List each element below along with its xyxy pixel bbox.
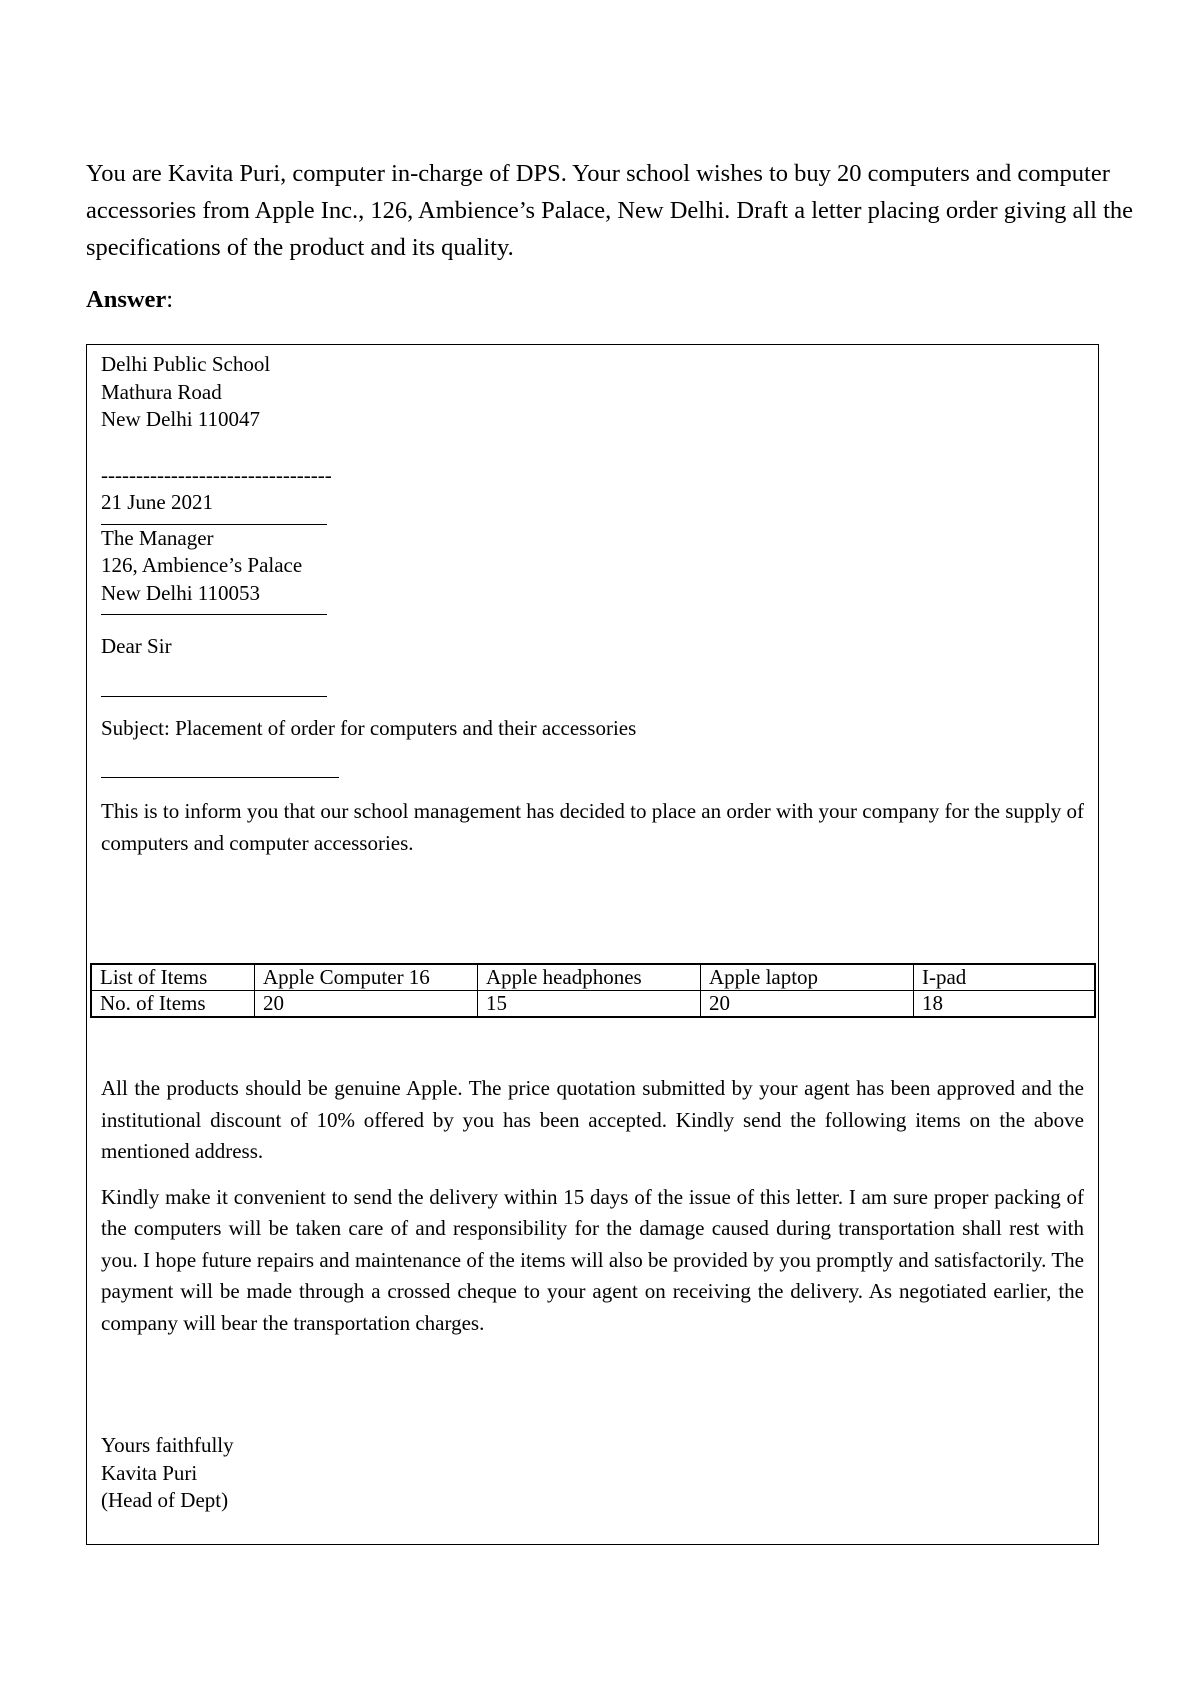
body-paragraph-1: All the products should be genuine Apple. The price quotation submitted by your agent has been approved and the institutional discount of 10% offered by you has been accepted. Kindly send the following items on the above mentioned address. (101, 1076, 1084, 1163)
letter-top (101, 351, 1084, 859)
intro-paragraph: This is to inform you that our school management has decided to place an order with your company for the supply of computers and computer accessories. (101, 799, 1084, 855)
salutation: Dear Sir (101, 634, 172, 658)
answer-heading (86, 286, 173, 314)
letter-closing (101, 1432, 1084, 1515)
table-cell: 15 (478, 991, 701, 1018)
table-cell: Apple Computer 16 (255, 964, 478, 991)
table-cell: Apple headphones (478, 964, 701, 991)
table-cell: I-pad (914, 964, 1096, 991)
recipient-line-1: The Manager (101, 525, 214, 550)
closing-line-1: Yours faithfully (101, 1433, 234, 1457)
sender-line-3: New Delhi 110047 (101, 407, 261, 431)
sender-line-2: Mathura Road (101, 379, 222, 404)
table-cell: List of Items (91, 964, 255, 991)
question-text: You are Kavita Puri, computer in-charge of DPS. Your school wishes to buy 20 computers and computer accessories from Apple Inc., 126, Ambience’s Palace, New Delhi. Draft a letter placing order giving all the specifications of the product and its quality. (86, 160, 1134, 261)
body-paragraph-2: Kindly make it convenient to send the delivery within 15 days of the issue of this letter. I am sure proper packing of the computers will be taken care of and responsibility for the damage caused during transportation shall rest with you. I hope future repairs and maintenance of the items will also be provided by you promptly and satisfactorily. The payment will be made through a crossed cheque to your agent on receiving the delivery. As negotiated earlier, the company will bear the transportation charges. (101, 1184, 1084, 1335)
table-row (91, 991, 1095, 1018)
items-table (90, 963, 1096, 1018)
table-cell: 20 (255, 991, 478, 1018)
letter-date: 21 June 2021 (101, 490, 213, 514)
recipient-line-2: 126, Ambience’s Palace (101, 553, 303, 577)
answer-colon: : (166, 286, 174, 313)
sender-line-1: Delhi Public School (101, 352, 271, 376)
table-cell: 20 (701, 991, 914, 1018)
answer-label: Answer (86, 286, 167, 313)
table-cell: Apple laptop (701, 964, 914, 991)
signatory-name: Kavita Puri (101, 1460, 198, 1485)
subject-line: Subject: Placement of order for computers and their accessories (101, 715, 637, 740)
letter-body (101, 1073, 1084, 1339)
recipient-line-3: New Delhi 110053 (101, 580, 261, 605)
table-cell: No. of Items (91, 991, 255, 1018)
table-cell: 18 (914, 991, 1096, 1018)
table-row (91, 964, 1095, 991)
letter-box (86, 344, 1099, 1545)
dashed-separator: --------------------------------- (101, 462, 332, 487)
signatory-title: (Head of Dept) (101, 1488, 229, 1512)
